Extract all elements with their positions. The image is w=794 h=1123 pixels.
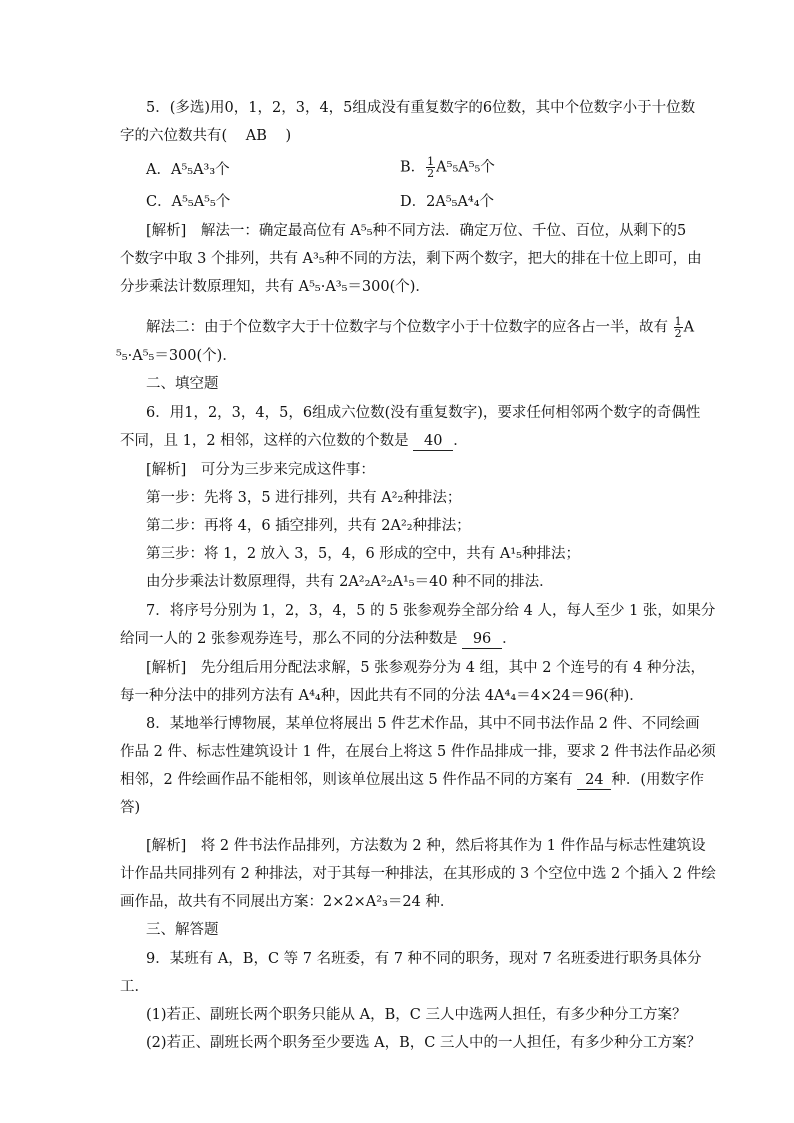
- q8-analysis-line3: 画作品，故共有不同展出方案：2×2×A²₃＝24 种．: [120, 894, 455, 910]
- q8-stem-line2: 作品 2 件、标志性建筑设计 1 件，在展台上将这 5 件作品排成一排，要求 2 件书法作品必须: [120, 744, 716, 760]
- q7-analysis-line1: [解析] 先分组后用分配法求解，5 张参观券分为 4 组，其中 2 个连号的有 4 种分法，: [146, 660, 705, 676]
- q6-analysis-step3: 第三步：将 1，2 放入 3，5，4，6 形成的空中，共有 A¹₅种排法；: [146, 546, 580, 562]
- fraction-denominator: 2: [427, 167, 435, 180]
- q6-analysis-line1: [解析] 可分为三步来完成这件事：: [146, 462, 375, 478]
- q6-period: ．: [453, 433, 468, 449]
- q6-stem-line1: 6．用1，2，3，4，5，6组成六位数(没有重复数字)，要求任何相邻两个数字的奇偶性: [146, 405, 701, 421]
- q5-method2-text: 解法二：由于个位数字大于十位数字与个位数字小于十位数字的应各占一半，故有: [146, 319, 668, 336]
- section-fill-in-heading: 二、填空题: [146, 376, 219, 392]
- q5-analysis-line2: 个数字中取 3 个排列，共有 A³₅种不同的方法，剩下两个数字，把大的排在十位上即可，由: [120, 251, 702, 267]
- section-answer-heading: 三、解答题: [146, 922, 219, 938]
- q7-stem-line2: [120, 629, 517, 649]
- q9-part1: (1)若正、副班长两个职务只能从 A，B，C 三人中选两人担任，有多少种分工方案？: [146, 1007, 687, 1023]
- fraction-denominator: 2: [674, 327, 682, 340]
- q6-stem-text: 不同，且 1，2 相邻，这样的六位数的个数是: [120, 433, 409, 449]
- q5-option-c: C．A⁵₅A⁵₅个: [146, 194, 231, 210]
- q6-answer-blank: 40: [413, 433, 453, 451]
- q5-option-b-label: B．: [400, 159, 426, 176]
- q9-stem-line2: 工．: [120, 979, 149, 995]
- q9-part2: (2)若正、副班长两个职务至少要选 A，B，C 三人中的一人担任，有多少种分工方案？: [146, 1035, 701, 1051]
- q5-stem-text: 字的六位数共有(: [120, 128, 228, 144]
- q5-method2-line1: [146, 316, 694, 339]
- q8-stem-line1: 8．某地举行博物展，某单位将展出 5 件艺术作品，其中不同书法作品 2 件、不同绘画: [146, 716, 700, 732]
- q5-stem-line2: [120, 126, 291, 146]
- q5-option-a: A．A⁵₅A³₃个: [146, 162, 230, 178]
- q8-stem-line3: [120, 770, 704, 790]
- q8-analysis-line2: 计作品共同排列有 2 种排法，对于其每一种排法，在其形成的 3 个空位中选 2 个插入 2 件绘: [120, 866, 716, 882]
- q6-stem-line2: [120, 431, 468, 451]
- q8-stem-line4: 答): [120, 800, 141, 816]
- q5-method2-tail: A: [683, 319, 695, 336]
- q8-answer-blank: 24: [577, 772, 611, 790]
- q5-option-d: D．2A⁵₅A⁴₄个: [400, 194, 495, 210]
- q5-analysis-line1: [解析] 解法一：确定最高位有 A⁵₅种不同方法．确定万位、千位、百位，从剩下的5: [146, 223, 687, 239]
- q6-analysis-step2: 第二步：再将 4，6 插空排列，共有 2A²₂种排法；: [146, 518, 471, 534]
- q7-stem-line1: 7．将序号分别为 1，2，3，4，5 的 5 张参观券全部分给 4 人，每人至少 1 张，如果分: [146, 603, 716, 619]
- q5-option-b: [400, 156, 495, 179]
- q5-answer: AB: [245, 128, 267, 144]
- q5-close-paren: ): [285, 128, 292, 144]
- fraction-numerator: 1: [427, 155, 435, 168]
- q5-analysis-line3: 分步乘法计数原理知，共有 A⁵₅·A³₅＝300(个)．: [120, 279, 430, 295]
- q7-stem-text: 给同一人的 2 张参观券连号，那么不同的分法种数是: [120, 631, 458, 647]
- q7-period: ．: [502, 631, 517, 647]
- q6-analysis-step1: 第一步：先将 3，5 进行排列，共有 A²₂种排法；: [146, 490, 462, 506]
- q5-option-b-rest: A⁵₅A⁵₅个: [436, 159, 495, 176]
- q5-stem-line1: 5．(多选)用0，1，2，3，4，5组成没有重复数字的6位数，其中个位数字小于十位数: [146, 100, 696, 116]
- q6-analysis-conclusion: 由分步乘法计数原理得，共有 2A²₂A²₂A¹₅＝40 种不同的排法．: [146, 574, 554, 590]
- q7-analysis-line2: 每一种分法中的排列方法有 A⁴₄种，因此共有不同的分法 4A⁴₄＝4×24＝96(种)．: [120, 688, 644, 704]
- q9-stem-line1: 9．某班有 A，B，C 等 7 名班委，有 7 种不同的职务，现对 7 名班委进行职务具体分: [146, 951, 702, 967]
- q8-stem-text: 相邻，2 件绘画作品不能相邻，则该单位展出这 5 件作品不同的方案有: [120, 772, 573, 788]
- q8-stem-tail: 种．(用数字作: [611, 772, 705, 788]
- q5-option-b-fraction: [426, 156, 435, 179]
- q7-answer-blank: 96: [462, 631, 502, 649]
- q5-method2-line2: ⁵₅·A⁵₅＝300(个)．: [116, 348, 237, 364]
- q5-method2-fraction: [674, 316, 683, 339]
- q8-analysis-line1: [解析] 将 2 件书法作品排列，方法数为 2 种，然后将其作为 1 件作品与标志性建筑设: [146, 838, 706, 854]
- fraction-numerator: 1: [674, 315, 682, 328]
